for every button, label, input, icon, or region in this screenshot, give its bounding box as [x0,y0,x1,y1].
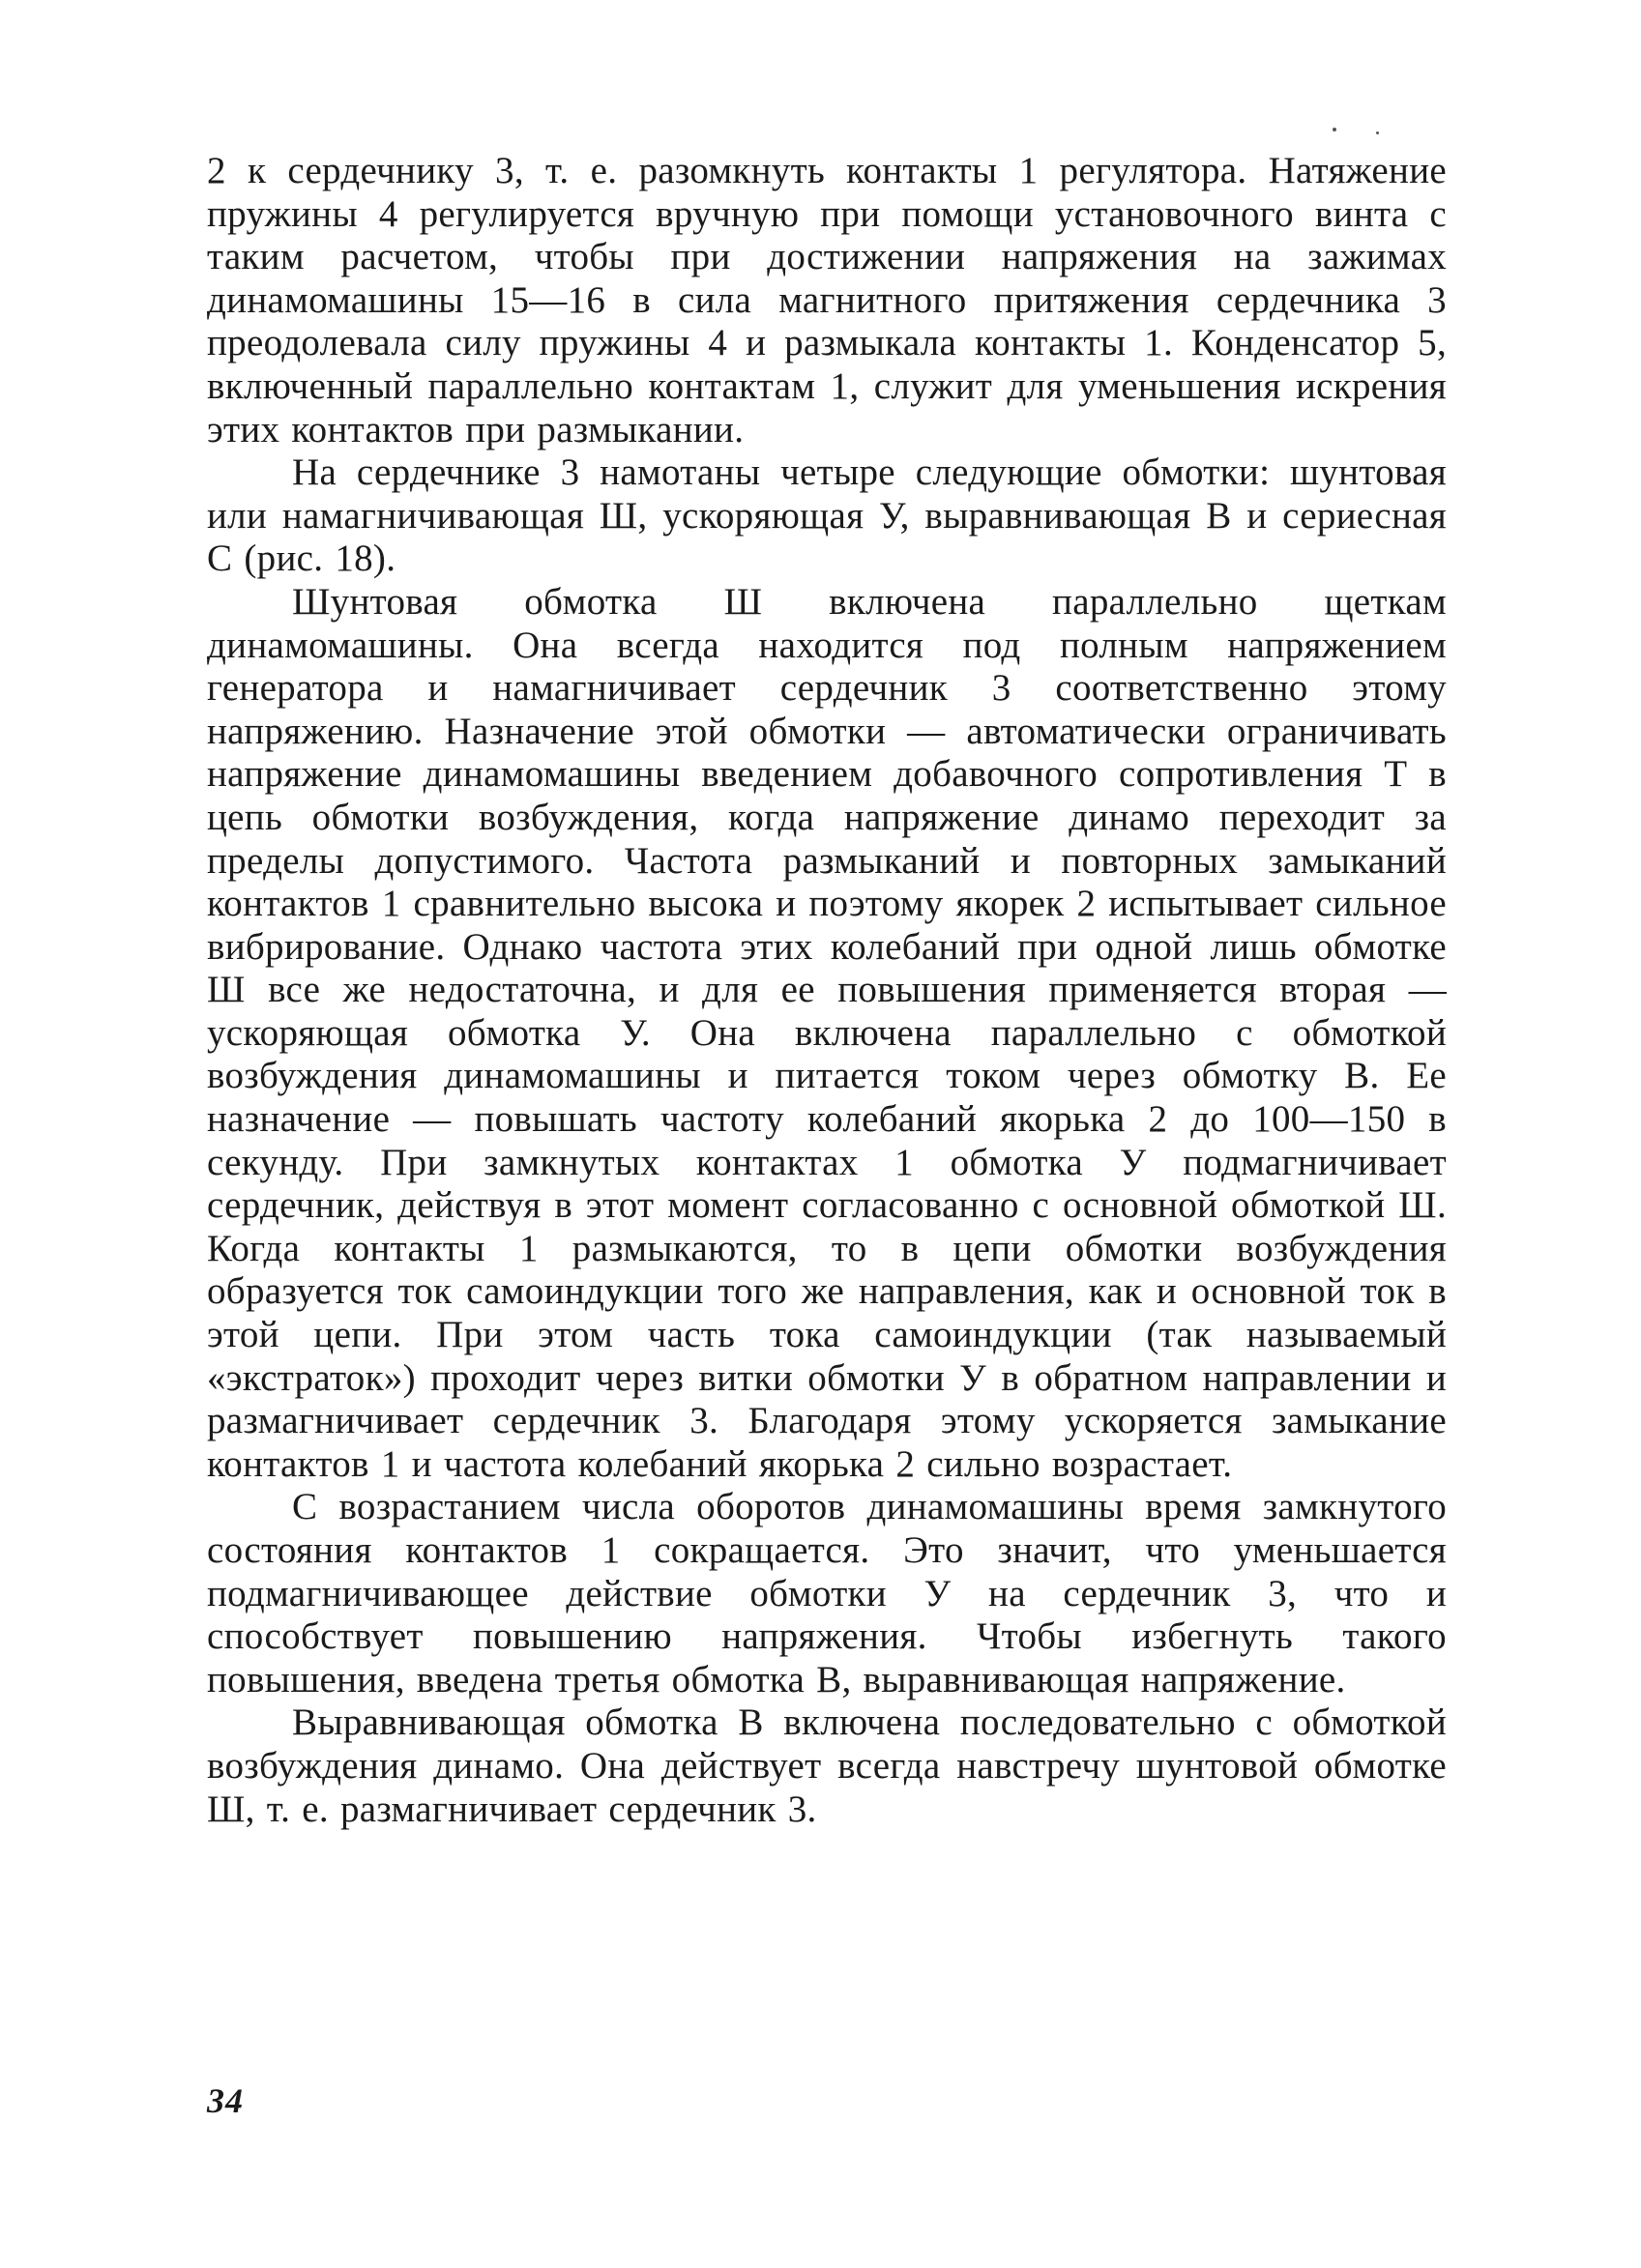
paragraph: 2 к сердечнику 3, т. е. разомкнуть контакты 1 регулятора. Натяжение пружины 4 регулируется вручную при помощи установочного винта с таким расчетом, чтобы при достижении напряжения на зажимах динамомашины 15—16 в сила магнитного притяжения сердечника 3 преодолевала силу пружины 4 и размыкала контакты 1. Конденсатор 5, включенный параллельно контактам 1, служит для уменьшения искрения этих контактов при размыкании. [207,150,1447,451]
scan-speck [1333,128,1336,131]
scan-speck [1376,131,1379,134]
paragraph: Выравнивающая обмотка В включена последовательно с обмоткой возбуждения динамо. Она действует всегда навстречу шунтовой обмотке Ш, т. е. размагничивает сердечник 3. [207,1701,1447,1830]
paragraph: С возрастанием числа оборотов динамомашины время замкнутого состояния контактов 1 сокращается. Это значит, что уменьшается подмагничивающее действие обмотки У на сердечник 3, что и способствует повышению напряжения. Чтобы избегнуть такого повышения, введена третья обмотка В, выравнивающая напряжение. [207,1486,1447,1701]
paragraph: На сердечнике 3 намотаны четыре следующие обмотки: шунтовая или намагничивающая Ш, ускоряющая У, выравнивающая В и сериесная С (рис. 18). [207,451,1447,580]
paragraph: Шунтовая обмотка Ш включена параллельно щеткам динамомашины. Она всегда находится под полным напряжением генератора и намагничивает сердечник 3 соответственно этому напряжению. Назначение этой обмотки — автоматически ограничивать напряжение динамомашины введением добавочного сопротивления Т в цепь обмотки возбуждения, когда напряжение динамо переходит за пределы допустимого. Частота размыканий и повторных замыканий контактов 1 сравнительно высока и поэтому якорек 2 испытывает сильное вибрирование. Однако частота этих колебаний при одной лишь обмотке Ш все же недостаточна, и для ее повышения применяется вторая — ускоряющая обмотка У. Она включена параллельно с обмоткой возбуждения динамомашины и питается током через обмотку В. Ее назначение — повышать частоту колебаний якорька 2 до 100—150 в секунду. При замкнутых контактах 1 обмотка У подмагничивает сердечник, действуя в этот момент согласованно с основной обмоткой Ш. Когда контакты 1 размыкаются, то в цепи обмотки возбуждения образуется ток самоиндукции того же направления, как и основной ток в этой цепи. При этом часть тока самоиндукции (так называемый «экстраток») проходит через витки обмотки У в обратном направлении и размагничивает сердечник 3. Благодаря этому ускоряется замыкание контактов 1 и частота колебаний якорька 2 сильно возрастает. [207,580,1447,1485]
body-text [207,150,1447,1831]
page-number: 34 [207,2081,244,2120]
